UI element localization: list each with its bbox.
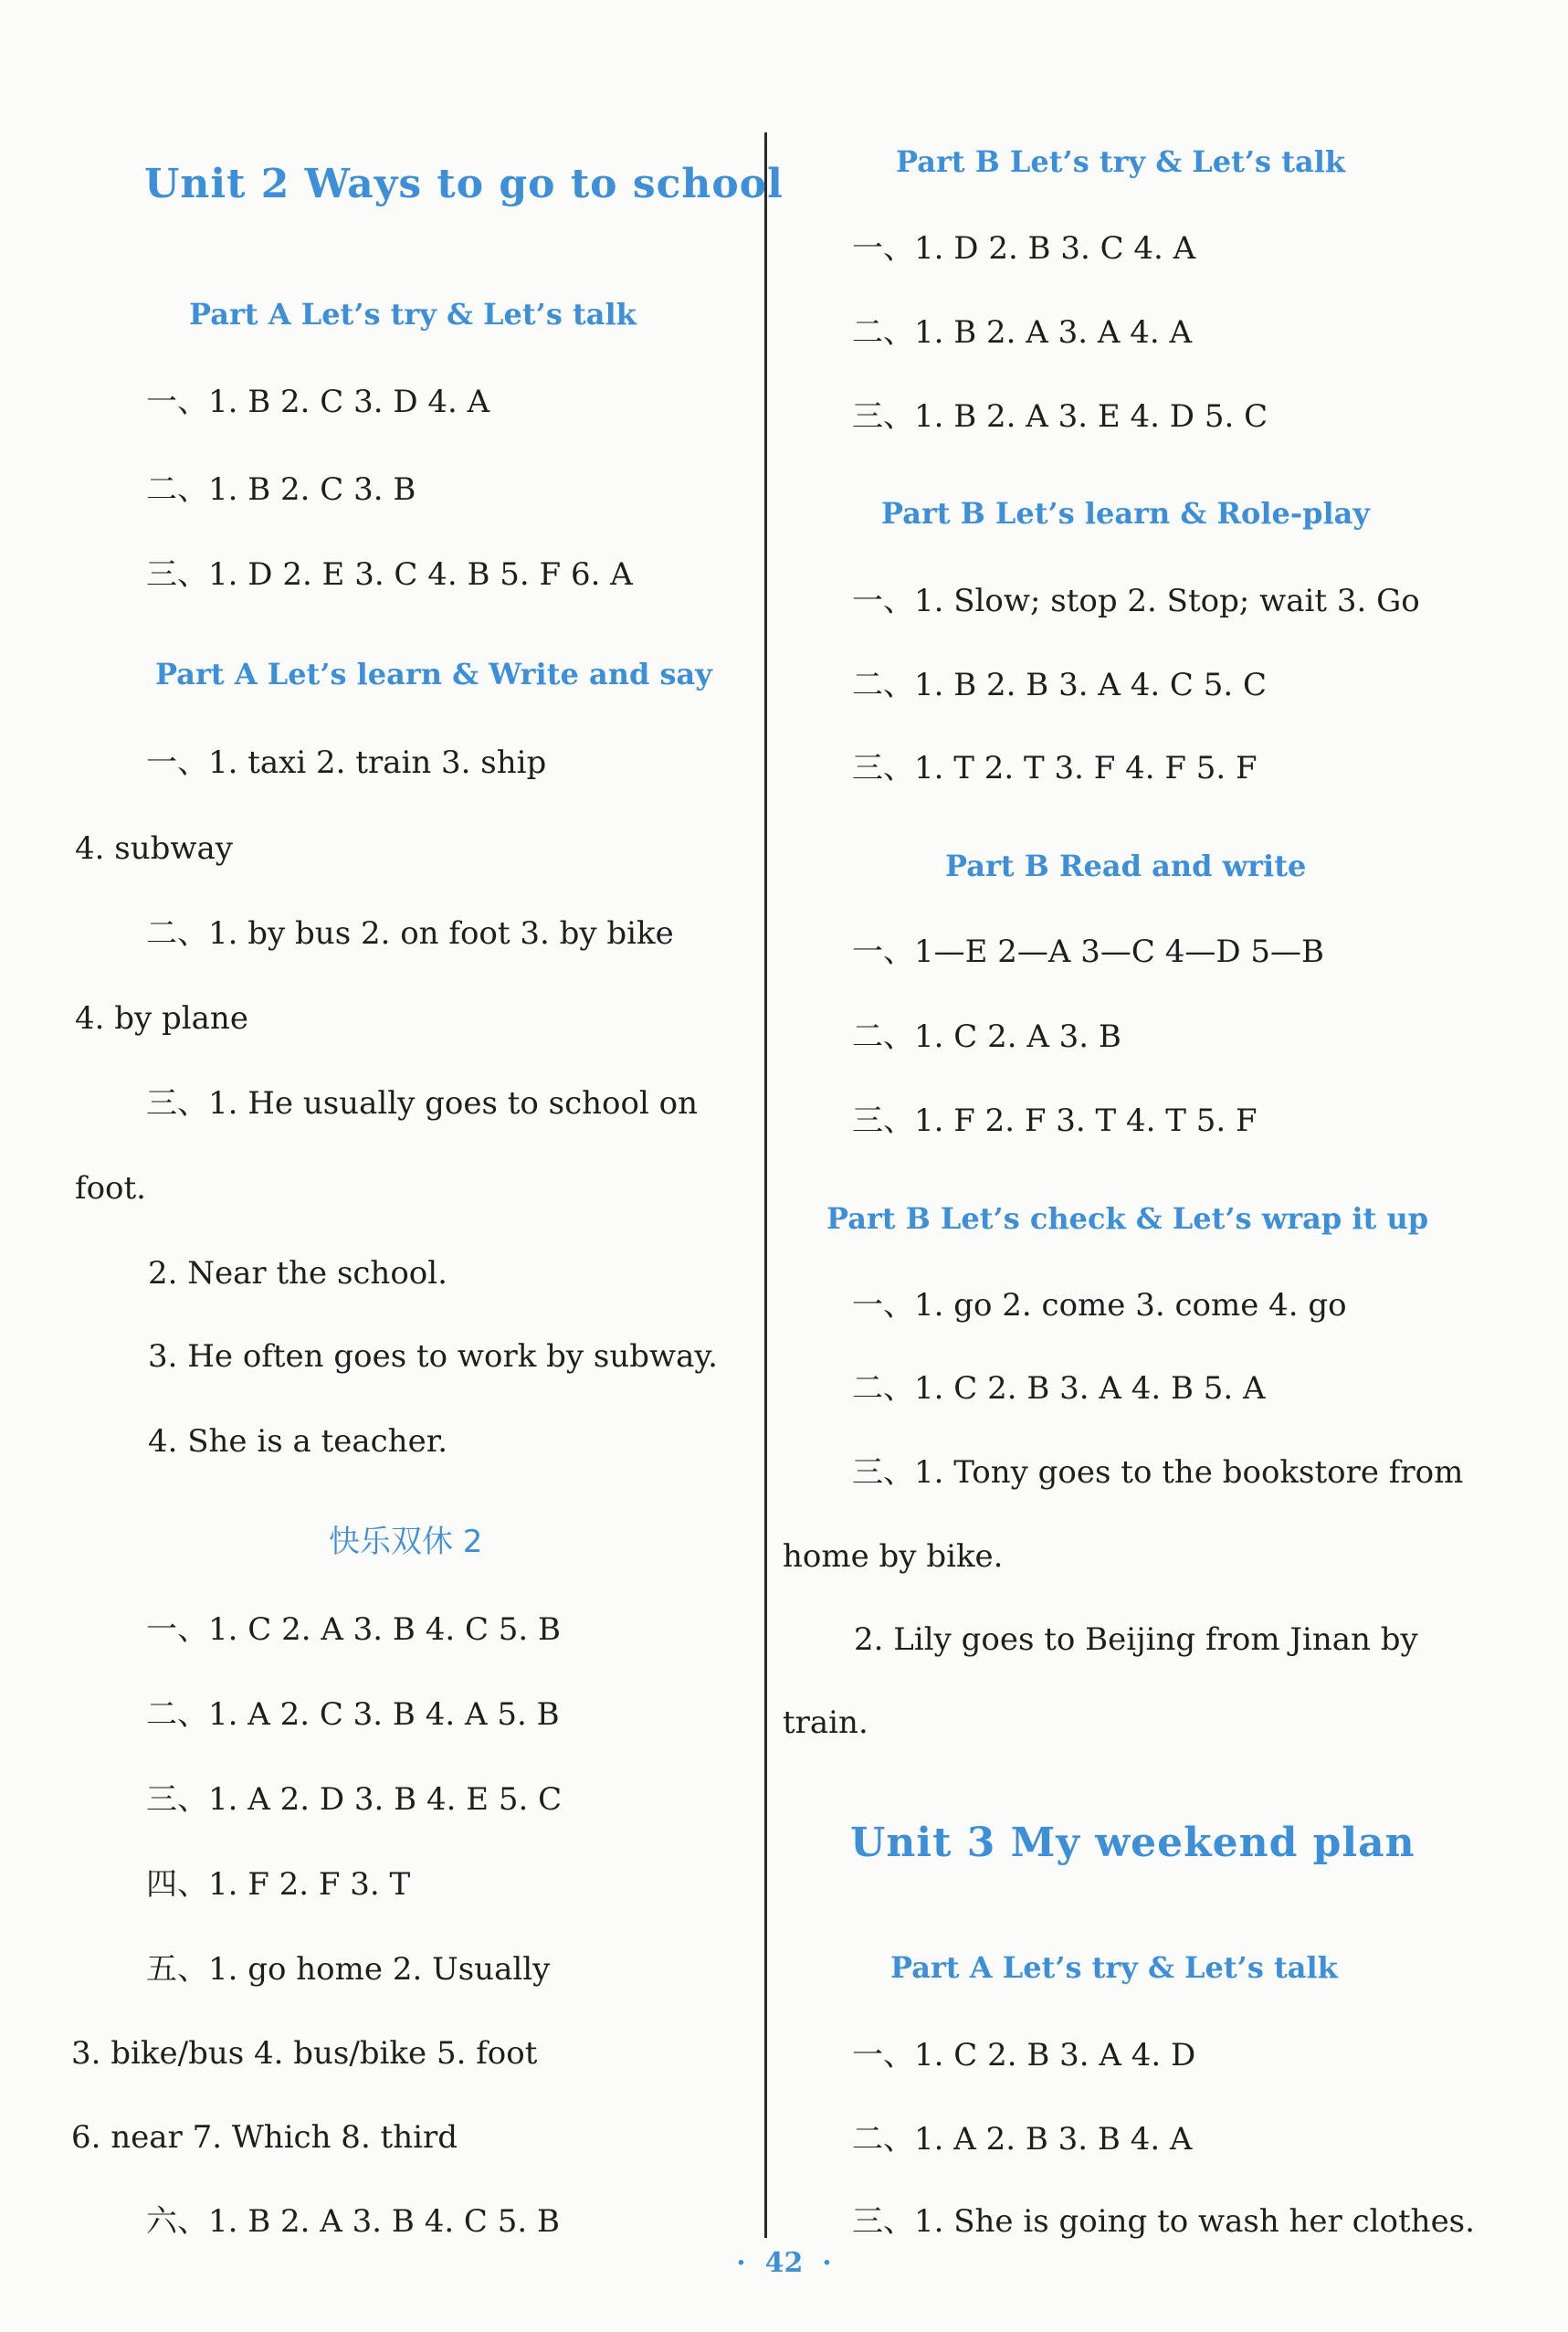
section-heading: Part A Let’s learn & Write and say (155, 657, 712, 691)
section-heading: Part B Let’s try & Let’s talk (896, 144, 1346, 179)
section-heading: Part B Read and write (945, 849, 1307, 883)
unit-3-title: Unit 3 My weekend plan (850, 1820, 1415, 1866)
section-heading: Part A Let’s try & Let’s talk (189, 297, 637, 332)
section-heading: Part B Let’s learn & Role-play (881, 496, 1370, 531)
unit-2-title: Unit 2 Ways to go to school (144, 161, 784, 207)
column-divider (764, 132, 767, 2238)
section-heading: 快乐双休 2 (329, 1524, 483, 1560)
section-heading: Part B Let’s check & Let’s wrap it up (826, 1201, 1429, 1236)
section-heading: Part A Let’s try & Let’s talk (890, 1950, 1338, 1985)
page-number: · 42 · (736, 2247, 832, 2279)
